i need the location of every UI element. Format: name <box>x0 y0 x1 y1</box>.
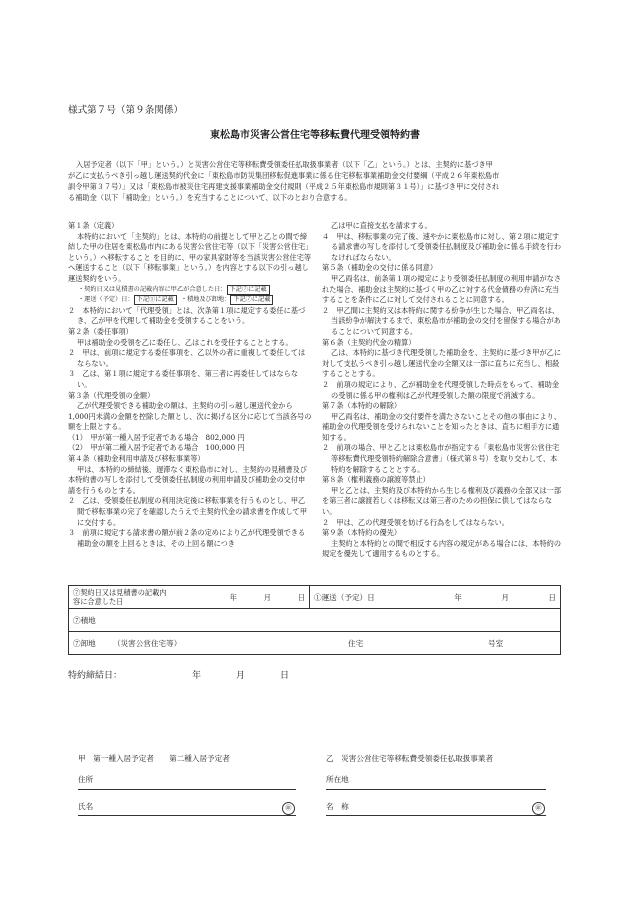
article-heading: 第４条（補助金利用申請及び移転事業等） <box>68 454 205 464</box>
unloading-place-note: （災害公営住宅等） <box>113 638 182 648</box>
clause-text: （2） 甲が第二種入居予定者である場合 100,000 円 <box>68 443 245 453</box>
party-a-name-line[interactable] <box>78 815 296 816</box>
loading-place-cell <box>69 609 561 632</box>
clause-text: ２ 甲乙間に主契約又は本特約に関する紛争が生じた場合、甲乙両名は、当該紛争が解決するまで、東松島市が補助金の交付を留保する場合があることについて同意する。 <box>322 305 561 336</box>
table-row <box>69 609 561 632</box>
transport-date-cell <box>310 586 561 609</box>
contract-month: 月 <box>236 671 246 681</box>
intro-line: が乙に支払うべき引っ越し運送契約代金に「東松島市防災集団移転促進事業に係る住宅移転事業補助金交付要綱（平成２６年東松島市 <box>68 171 500 180</box>
clause-text: 主契約と本特約との間で相反する内容の規定がある場合には、本特約の規定を優先して適用するものとする。 <box>322 538 562 559</box>
contract-day: 日 <box>280 671 290 681</box>
clause-text: ４ 甲は、移転事業の完了後、速やかに東松島市に対し、第２項に規定する請求書の写しを添付して受領委任払制度及び補助金に係る手続を行わなければならない。 <box>322 231 562 262</box>
party-a-heading: 甲 第一種入居予定者 第二種入居予定者 <box>78 754 230 763</box>
clause-text: 本特約において「主契約」とは、本特約の前提として甲と乙との間で締結した甲の住居を東松島市内にある災害公営住宅等（以下「災害公営住宅」という。）へ移転すること を目的に、甲の家具家財等を当該災害公営住宅等へ運送すること（以下「移転事業」という。）を内容とする以下の引っ越し運送契約をいう。 <box>68 231 312 283</box>
reference-box: 下記①に記載 <box>134 295 177 305</box>
clause-text: 乙は甲に直接支払を請求する。 <box>331 221 432 230</box>
party-b-seal-icon: ㊞ <box>532 802 545 815</box>
clause-text: ２ 本特約において「代理受領」とは、次条第１項に規定する委任に基づき、乙が甲を代理して補助金を受領することをいう。 <box>68 305 306 326</box>
party-a-address-label: 住所 <box>78 775 94 784</box>
form-number: 様式第７号（第９条関係） <box>68 105 184 116</box>
party-b-heading: 乙 災害公営住宅等移転費受領委任払取扱事業者 <box>326 754 494 763</box>
clause-text: 乙が代理受領できる補助金の額は、主契約の引っ越し運送代金から1,000円未満の金額を控除した額とし、次に掲げる区分に応じて当該各号の額を上限とする。 <box>68 401 312 432</box>
detail-table <box>68 585 561 655</box>
article-heading: 第５条（補助金の交付に係る同意） <box>322 263 438 273</box>
box-label: ・契約日又は見積書の記載内容に甲乙が合意した日： <box>78 285 227 293</box>
party-b-address-label: 所在地 <box>326 775 349 784</box>
article-heading: 第７条（本特約の解除） <box>322 401 402 411</box>
table-row <box>69 632 561 655</box>
clause-text: 甲は、本特約の締結後、遅滞なく東松島市に対し、主契約の見積書及び本特約書の写しを添付して受領委任払制度の利用申請及び補助金の交付申請を行うものとする。 <box>68 464 308 495</box>
intro-line: 訓令甲第３７号）」又は「東松島市被災住宅再建支援事業補助金交付規則（平成２５年東松島市規則第３１号）」に基づき甲に交付され <box>68 182 500 191</box>
intro-paragraph <box>68 159 562 203</box>
article-heading: 第６条（主契約代金の精算） <box>322 337 416 347</box>
clause-text: ２ 甲は、乙の代理受領を妨げる行為をしてはならない。 <box>322 517 509 527</box>
agreement-month: 月 <box>263 592 271 602</box>
contract-year: 年 <box>192 671 202 681</box>
clause-text: 甲乙両名は、前条第１項の規定により受領委任払制度の利用申請がなされた場合、補助金は主契約に基づく甲の乙に対する代金債務の弁済に充当することを条件に乙に対して交付されることに同意する。 <box>322 273 562 305</box>
agreement-date-cell <box>69 586 310 609</box>
party-a-name-label: 氏名 <box>78 802 94 811</box>
article-heading: 第２条（委任事項） <box>68 326 133 336</box>
clause-text: ２ 前項の規定により、乙が補助金を代理受領した時点をもって、補助金の受領に係る甲の権利は乙が代理受領した額の限度で消滅する。 <box>322 379 560 400</box>
box-label: ・運送（予定）日： <box>78 296 134 304</box>
clause-text: （1） 甲が第一種入居予定者である場合 802,000 円 <box>68 432 245 442</box>
left-column <box>68 221 312 549</box>
party-a-seal-icon: ㊞ <box>282 802 295 815</box>
clause-text: ３ 乙は、第１項に規定する委任事項を、第三者に再委任してはならない。 <box>68 369 299 389</box>
reference-box: 下記⑦に記載 <box>227 285 270 295</box>
loading-place-label: ⑦積地 <box>73 615 96 625</box>
contract-date-box-row <box>68 285 312 296</box>
transport-date-label: ①運送（予定）日 <box>314 592 375 602</box>
reference-box: 下記⑦に記載 <box>230 295 273 305</box>
party-b-address-line[interactable] <box>326 789 546 790</box>
transport-year: 年 <box>454 592 462 602</box>
agreement-year: 年 <box>229 592 237 602</box>
clause-text: ３ 前項に規定する請求書の額が前２条の定めにより乙が代理受領できる補助金の額を上回るときは、その上回る額につき <box>68 528 306 548</box>
clause-text: ２ 前項の場合、甲と乙とは東松島市が指定する「東松島市災害公営住宅等移転費代理受領特約解除合意書」（様式第８号）を取り交わして、本特約を解除することとする。 <box>322 443 560 474</box>
agreement-day: 日 <box>297 592 305 602</box>
transport-month: 月 <box>501 592 509 602</box>
article-heading: 第９条（本特約の優先） <box>322 528 402 538</box>
housing-label: 住宅 <box>348 638 364 648</box>
intro-line: 入居予定者（以下「甲」という。）と災害公営住宅等移転費受領委任払取扱事業者（以下「乙」という。）とは、主契約に基づき甲 <box>76 160 493 169</box>
box-label: ・積地及び卸地： <box>180 296 231 304</box>
transport-date-box-row <box>68 295 312 306</box>
right-column <box>322 221 562 560</box>
room-label: 号室 <box>488 638 504 648</box>
clause-text: ２ 甲は、前項に規定する委任事項を、乙以外の者に重複して委任してはならない。 <box>68 348 306 368</box>
clause-text: 乙は、本特約に基づき代理受領した補助金を、主契約に基づき甲が乙に対して支払うべき引っ越し運送代金の全額又は一部に直ちに充当し、相殺することとする。 <box>322 348 562 379</box>
article-heading: 第３条（代理受領の金額） <box>68 390 155 400</box>
article-heading: 第１条（定義） <box>68 221 119 230</box>
clause-text: ２ 乙は、受領委任払制度の利用決定後に移転事業を行うものとし、甲乙間で移転事業の完了を確認したうえで主契約代金の請求書を作成して甲に交付する。 <box>68 496 308 527</box>
clause-text: 甲乙両名は、補助金の交付要件を満たさないことその他の事由により、補助金の代理受領を受けられないことを知ったときは、直ちに相手方に通知する。 <box>322 411 562 442</box>
contract-date <box>68 668 289 681</box>
transport-day: 日 <box>548 592 556 602</box>
clause-text: 甲は補助金の受領を乙に委任し、乙はこれを受任することとする。 <box>77 337 293 347</box>
party-b-name-label: 名 称 <box>326 802 349 811</box>
party-b-name-line[interactable] <box>326 815 546 816</box>
party-a-address-line[interactable] <box>78 789 296 790</box>
table-row <box>69 586 561 609</box>
contract-date-label: 特約締結日： <box>68 671 123 681</box>
document-title: 東松島市災害公営住宅等移転費代理受領特約書 <box>210 130 420 141</box>
intro-line: る補助金（以下「補助金」という。）を充当することについて、以下のとおり合意する。 <box>68 193 352 202</box>
clause-text: 甲と乙とは、主契約及び本特約から生じる権利及び義務の全部又は一部を第三者に譲渡若しくは移転又は第三者のための担保に供してはならない。 <box>322 485 562 517</box>
article-heading: 第８条（権利義務の譲渡等禁止） <box>322 475 430 485</box>
unloading-place-label: ⑦卸地 <box>73 638 96 648</box>
unloading-place-cell <box>69 632 561 655</box>
agreement-date-label: ⑦契約日又は見積書の記載内容に合意した日 <box>73 588 167 606</box>
